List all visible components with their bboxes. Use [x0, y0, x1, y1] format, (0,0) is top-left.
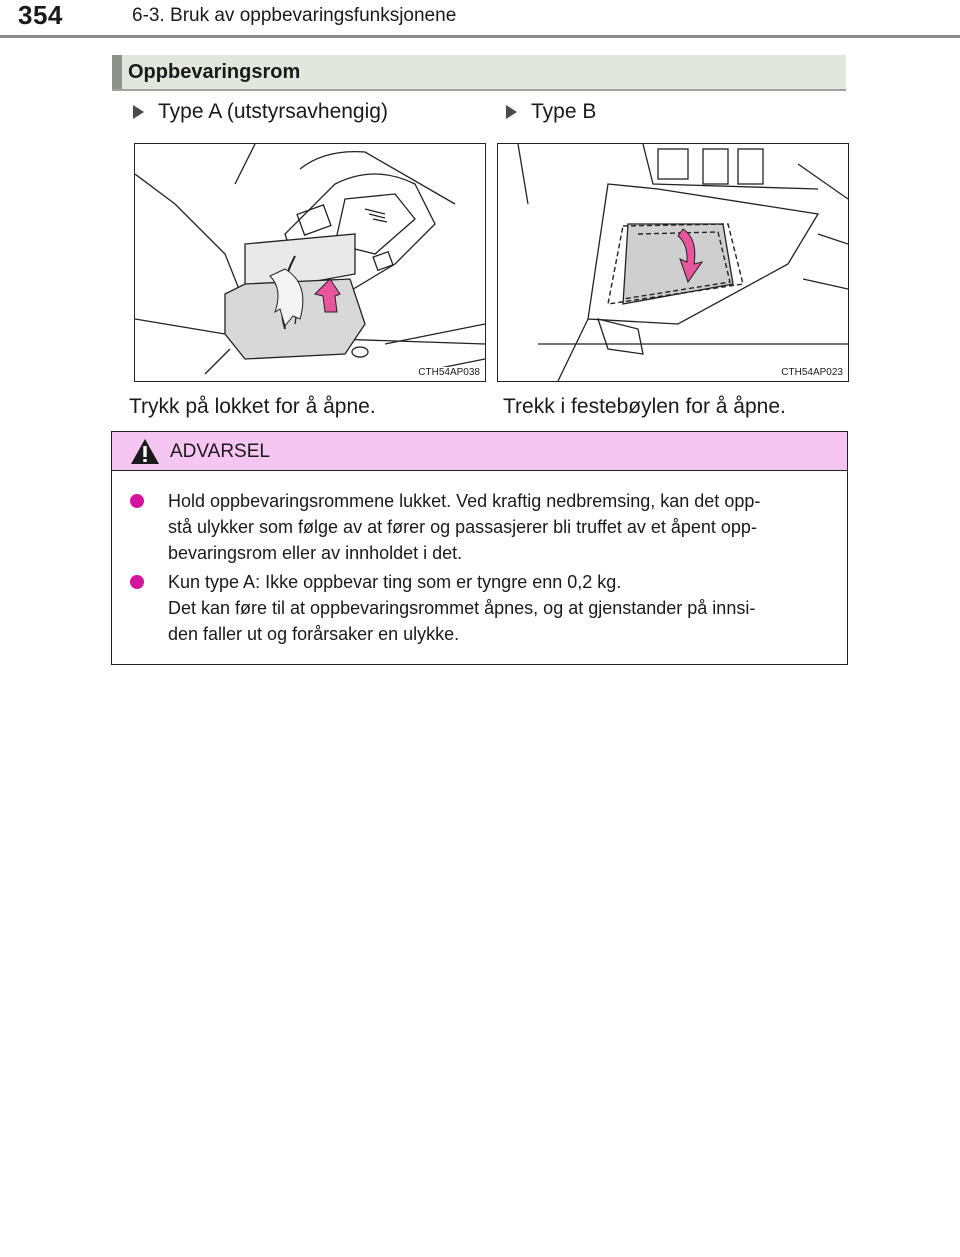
text-line: Hold oppbevaringsrommene lukket. Ved kraftig nedbremsing, kan det opp- [168, 491, 761, 511]
illustration-type-a [134, 143, 486, 382]
warning-box [111, 431, 848, 665]
figure-code: CTH54AP023 [781, 367, 843, 378]
illustration-type-b [497, 143, 849, 382]
type-b-label [506, 100, 596, 124]
warning-item-text [168, 488, 837, 566]
header-divider [0, 35, 960, 38]
text-line: Det kan føre til at oppbevaringsrommet åpnes, og at gjenstander på innsi- [168, 598, 756, 618]
warning-title: ADVARSEL [170, 441, 270, 462]
filled-circle-bullet-icon [130, 575, 144, 589]
warning-item [130, 488, 837, 566]
section-heading-bar [112, 55, 846, 91]
warning-item [130, 569, 837, 647]
caption-type-a: Trykk på lokket for å åpne. [129, 395, 376, 418]
triangle-right-icon [133, 105, 144, 119]
section-accent-bar [112, 55, 122, 89]
warning-triangle-icon [130, 438, 160, 465]
running-header: 6-3. Bruk av oppbevaringsfunksjonene [132, 5, 457, 26]
text-line: den faller ut og forårsaker en ulykke. [168, 624, 460, 644]
text-line: Kun type A: Ikke oppbevar ting som er tyngre enn 0,2 kg. [168, 572, 622, 592]
page-number: 354 [18, 0, 63, 30]
type-a-label [133, 100, 388, 124]
section-title: Oppbevaringsrom [128, 61, 301, 83]
warning-header [112, 432, 847, 471]
warning-item-text [168, 569, 837, 647]
filled-circle-bullet-icon [130, 494, 144, 508]
caption-type-b: Trekk i festebøylen for å åpne. [503, 395, 786, 418]
text-line: bevaringsrom eller av innholdet i det. [168, 543, 463, 563]
figure-code: CTH54AP038 [418, 367, 480, 378]
storage-compartment-drawing [498, 144, 848, 381]
type-b-label-text: Type B [531, 100, 597, 123]
triangle-right-icon [506, 105, 517, 119]
overhead-console-drawing [135, 144, 485, 381]
text-line: stå ulykker som følge av at fører og passasjerer bli truffet av et åpent opp- [168, 517, 757, 537]
type-a-label-text: Type A (utstyrsavhengig) [158, 100, 388, 123]
